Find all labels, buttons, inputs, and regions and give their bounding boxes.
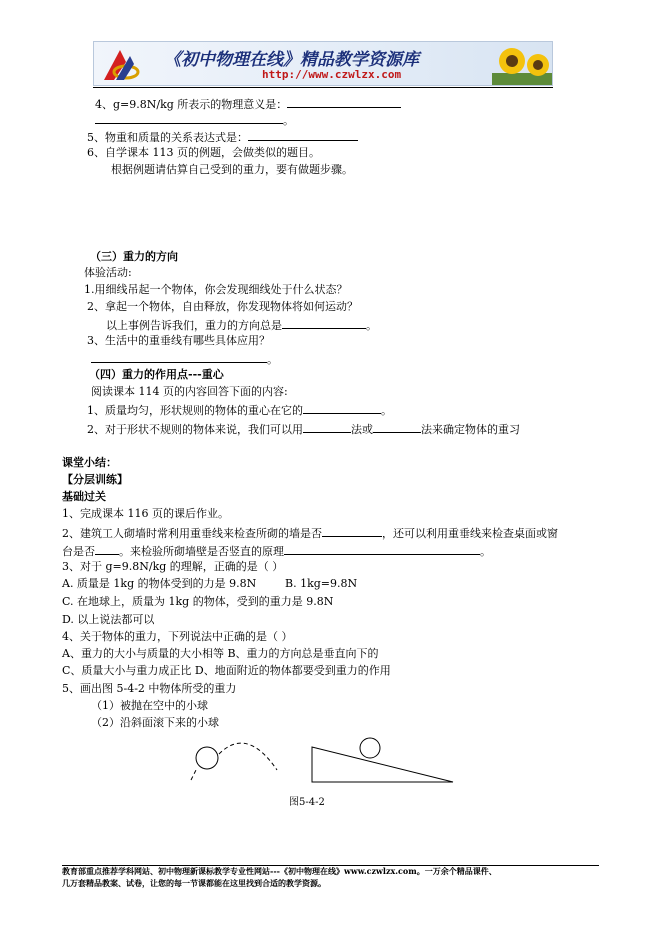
exercise-3-option-b: B. 1kg=9.8N [285,577,358,590]
section3-q3: 3、生活中的重垂线有哪些具体应用？ [87,334,270,347]
exercise-5-item-1: （1）被抛在空中的小球 [91,699,208,712]
section4-q1: 1、质量均匀，形状规则的物体的重心在它的 。 [87,404,392,417]
header-divider [93,87,553,88]
section3-q2-sub: 以上事例告诉我们，重力的方向总是 。 [106,319,377,332]
banner-title: 《初中物理在线》精品教学资源库 [164,50,419,70]
figure-5-4-2 [185,730,465,790]
incline-plane [312,747,453,782]
question-6-sub: 根据例题请估算自己受到的重力，要有做题步骤。 [111,163,353,176]
exercise-2: 2、建筑工人砌墙时常利用重垂线来检查所砌的墙是否 ，还可以利用重垂线来检查桌面或窗 [62,527,558,540]
exercise-4: 4、关于物体的重力，下列说法中正确的是（ ） [62,630,293,643]
exercise-4-options-cd: C、质量大小与重力成正比 D、地面附近的物体都要受到重力的作用 [62,664,391,677]
banner-url: http://www.czwlzx.com [262,68,402,81]
answer-blank[interactable] [303,402,381,414]
exercise-5-item-2: （2）沿斜面滚下来的小球 [91,716,219,729]
answer-blank[interactable] [303,421,351,433]
section4-intro: 阅读课本 114 页的内容回答下面的内容: [91,385,288,398]
section3-activity: 体验活动: [84,266,132,279]
question-4-line2: 。 [95,112,294,128]
trajectory-arc [191,743,277,780]
site-logo-icon [100,46,140,82]
section4-heading: （四）重力的作用点---重心 [89,368,224,381]
exercise-3: 3、对于 g=9.8N/kg 的理解，正确的是（ ） [62,560,284,573]
sunflower-icon [492,43,552,85]
exercise-3-option-c: C. 在地球上，质量为 1kg 的物体，受到的重力是 9.8N [62,595,334,608]
exercise-3-option-a: A. 质量是 1kg 的物体受到的力是 9.8N [62,577,257,590]
exercise-2-line2: 台是否 。来检验所砌墙壁是否竖直的原理 。 [62,545,491,558]
answer-blank[interactable] [284,543,480,555]
exercise-4-options-ab: A、重力的大小与质量的大小相等 B、重力的方向总是垂直向下的 [62,647,379,660]
exercise-1: 1、完成课本 116 页的课后作业。 [62,507,229,520]
answer-blank[interactable] [95,543,119,555]
answer-blank[interactable] [248,129,358,141]
summary-heading: 课堂小结： [62,456,117,469]
exercise-3-option-d: D. 以上说法都可以 [62,613,155,626]
answer-blank[interactable] [322,525,382,537]
question-5: 5、物重和质量的关系表达式是： [87,129,358,145]
answer-blank[interactable] [95,112,283,124]
exercise-5: 5、画出图 5-4-2 中物体所受的重力 [62,682,237,695]
section4-q2: 2、对于形状不规则的物体来说，我们可以用 法或 法来确定物体的重习 [87,423,520,436]
section3-q1: 1.用细线吊起一个物体，你会发现细线处于什么状态？ [84,283,348,296]
question-6: 6、自学课本 113 页的例题，会做类似的题目。 [87,146,320,159]
footer-line-1: 教育部重点推荐学科网站、初中物理新课标教学专业性网站---《初中物理在线》www.czwlzx.com。一万余个精品课件、 [62,866,497,876]
header-banner [93,41,553,86]
layered-training-heading: 【分层训练】 [62,473,128,486]
answer-blank[interactable] [287,96,401,108]
answer-blank[interactable] [282,317,366,329]
question-4: 4、g=9.8N/kg 所表示的物理意义是： [95,96,401,112]
section3-q3-line: 。 [91,351,278,367]
rolling-ball-icon [360,738,380,758]
section3-q2: 2、拿起一个物体，自由释放，你发现物体将如何运动？ [87,300,358,313]
section3-heading: （三）重力的方向 [90,250,178,263]
answer-blank[interactable] [373,421,421,433]
basic-heading: 基础过关 [62,490,106,503]
answer-blank[interactable] [91,351,267,363]
footer-line-2: 几万套精品教案、试卷，让您的每一节课都能在这里找到合适的教学资源。 [62,878,326,888]
figure-caption: 图5-4-2 [289,797,325,808]
thrown-ball-icon [196,747,218,769]
